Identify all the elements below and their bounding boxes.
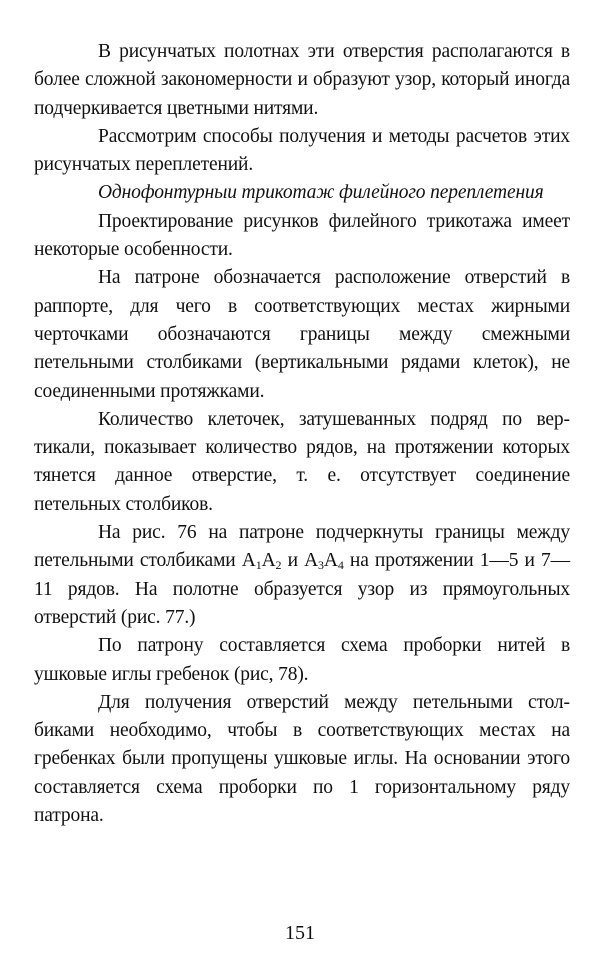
paragraph-intro: В рисунчатых полотнах эти отверстия располагаются в более сложной закономерности и образуют узор, который иногда подчеркивается цветными нитями. — [34, 41, 570, 119]
paragraph-design: Проектирование рисунков филейного трикотажа имеет некоторые особенности. — [34, 210, 570, 261]
paragraph-pattern: На патроне обозначается расположение отверстий в раппорте, для чего в соответствующих местах жирными черточками обозначаются границы между смежными петельными столбиками (вертикальными рядами клеток), не соединенными протяжками. — [34, 267, 570, 402]
fig76-text-1: На рис. 76 на патроне подчеркнуты границы между петельными столбиками А — [34, 522, 570, 572]
fig76-sub-1: 1 — [255, 558, 262, 573]
paragraph-methods: Рассмотрим способы получения и методы расчетов этих рисунчатых переплетений. — [34, 125, 570, 176]
fig76-sub-4: 4 — [337, 558, 344, 573]
paragraph-cells: Количество клеточек, затушеванных подряд по вертикали, показывает количество рядов, на протяжении которых тянется данное отверстие, т. е. отсутствует соединение петельных столбиков. — [34, 408, 570, 515]
fig76-text-2: А — [261, 550, 276, 572]
fig76-sub-2: 2 — [275, 558, 282, 573]
paragraph-fig76 — [34, 519, 570, 632]
section-heading: Однофонтурныи трикотаж филейного переплетения — [98, 182, 544, 204]
fig76-sub-3: 3 — [318, 558, 324, 573]
fig76-text-4: А — [323, 550, 338, 572]
paragraph-threading: По патрону составляется схема проборки нитей в ушковые иглы гребенок (рис, 78). — [34, 635, 570, 685]
fig76-text-3: и А — [281, 550, 319, 572]
paragraph-needles: Для получения отверстий между петельными столбиками необходимо, чтобы в соответствующих местах на гребенках были пропущены ушковые иглы. На основании этого составляется схема проборки по 1 горизонтальному ряду патрона. — [34, 691, 570, 827]
text-page — [34, 38, 570, 938]
fig76-text-5: на протяжении 1—5 и 7—11 рядов. На полотне образуется узор из прямоугольных отверстий (рис. 77.) — [34, 550, 570, 628]
page-number: 151 — [285, 922, 315, 944]
